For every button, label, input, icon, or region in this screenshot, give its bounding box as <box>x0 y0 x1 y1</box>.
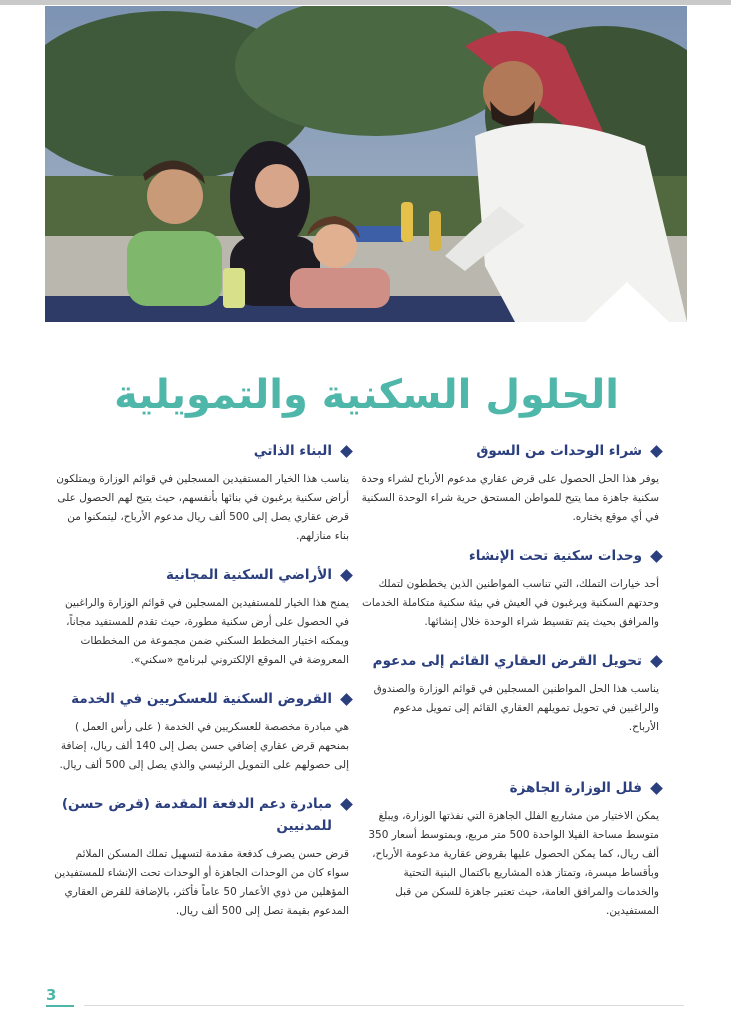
page-number-underline <box>46 1005 74 1007</box>
section-under-construction <box>361 545 661 632</box>
family-photo <box>45 6 687 322</box>
section-body: يناسب هذا الحل المواطنين المسجلين في قوائم الوزارة والصندوق والراغبين في تحويل تمويلهم العقاري القائم إلى تمويل مدعوم الأرباح. <box>373 683 659 733</box>
section-title: تحويل القرض العقاري القائم إلى مدعوم <box>372 653 642 669</box>
page-number: 3 <box>46 986 57 1004</box>
section-body: هي مبادرة مخصصة للعسكريين في الخدمة ( على رأس العمل ) بمنحهم قرض عقاري إضافي حسن يصل إلى 140 ألف ريال، إضافة إلى حصولهم على التمويل الرئيسي والذي يصل إلى 500 ألف ريال. <box>59 721 349 771</box>
diamond-bullet-icon <box>650 782 663 795</box>
section-body: قرض حسن يصرف كدفعة مقدمة لتسهيل تملك المسكن الملائم سواء كان من الوحدات الجاهزة أو الوحدات تحت الإنشاء للمستفيدين المؤهلين من ذوي الأعمار 50 عاماً فأكثر، بالإضافة للقرض العقاري المدعوم بقيمة تصل إلى 500 ألف ريال. <box>54 848 349 917</box>
diamond-bullet-icon <box>650 550 663 563</box>
section-header <box>361 545 661 567</box>
top-bar <box>0 0 731 5</box>
section-header <box>51 564 351 586</box>
diamond-bullet-icon <box>650 445 663 458</box>
section-ministry-villas <box>361 777 661 921</box>
diamond-bullet-icon <box>650 655 663 668</box>
section-body: يمنح هذا الخيار للمستفيدين المسجلين في قوائم الوزارة والراغبين في الحصول على أرض سكنية مطورة، حيث تقدم للمستفيد مجاناً، ويمكنه اختيار المخطط السكني ضمن مجموعة من المخططات المعروضة في الموقع الإلكتروني لبرنامج «سكني». <box>65 597 349 666</box>
footer-divider <box>84 1005 684 1006</box>
section-body: يوفر هذا الحل الحصول على قرض عقاري مدعوم الأرباح لشراء وحدة سكنية جاهزة مما يتيح للمواطن المستحق حرية شراء الوحدة السكنية في أي موقع يختاره. <box>361 473 659 523</box>
diamond-bullet-icon <box>340 445 353 458</box>
section-title: شراء الوحدات من السوق <box>476 443 642 459</box>
section-title: الأراضي السكنية المجانية <box>166 567 332 583</box>
section-body: يمكن الاختيار من مشاريع الفلل الجاهزة التي نفذتها الوزارة، ويبلغ متوسط مساحة الفيلا الواحدة 500 متر مربع، وبمتوسط أسعار 350 ألف ريال، كما يمكن الحصول عليها بقروض عقارية مدعومة الأرباح، وبأقساط ميسرة، وتمتاز هذه المشاريع باكتمال البنية التحتية والخدمات والمرافق العامة، حيث تعتبر جاهزة للسكن من قبل المستفيدين. <box>368 810 659 917</box>
section-body: يناسب هذا الخيار المستفيدين المسجلين في قوائم الوزارة ويمتلكون أراض سكنية يرغبون في بنائها بأنفسهم، حيث يتيح لهم الحصول على قرض عقاري يصل إلى 500 ألف ريال مدعوم الأرباح، ليتمكنوا من بناء منازلهم. <box>56 473 349 542</box>
section-header <box>361 440 661 462</box>
section-header <box>51 793 351 837</box>
diamond-bullet-icon <box>340 798 353 811</box>
left-column <box>51 440 351 939</box>
section-buy-from-market <box>361 440 661 527</box>
section-title: البناء الذاتي <box>253 443 332 459</box>
section-self-build <box>51 440 351 546</box>
section-title: وحدات سكنية تحت الإنشاء <box>468 548 642 564</box>
section-header <box>361 777 661 799</box>
diamond-bullet-icon <box>340 569 353 582</box>
section-military-loans <box>51 688 351 775</box>
right-column <box>361 440 661 939</box>
section-header <box>361 650 661 672</box>
diamond-bullet-icon <box>340 693 353 706</box>
section-body: أحد خيارات التملك، التي تناسب المواطنين الذين يخططون لتملك وحدتهم السكنية ويرغبون في العيش في بيئة سكنية متكاملة الخدمات والمرافق بحيث يتم تقسيط شراء الوحدة خلال إنشائها. <box>361 578 659 628</box>
page-title: الحلول السكنية والتمويلية <box>114 372 619 418</box>
section-title: مبادرة دعم الدفعة المقدمة (قرض حسن) للمدنيين <box>61 796 332 834</box>
section-header <box>51 440 351 462</box>
section-free-land <box>51 564 351 670</box>
section-header <box>51 688 351 710</box>
family-photo-icon <box>45 6 687 322</box>
section-loan-conversion <box>361 650 661 737</box>
section-title: القروض السكنية للعسكريين في الخدمة <box>71 691 332 707</box>
section-down-payment <box>51 793 351 921</box>
section-title: فلل الوزارة الجاهزة <box>509 780 642 796</box>
